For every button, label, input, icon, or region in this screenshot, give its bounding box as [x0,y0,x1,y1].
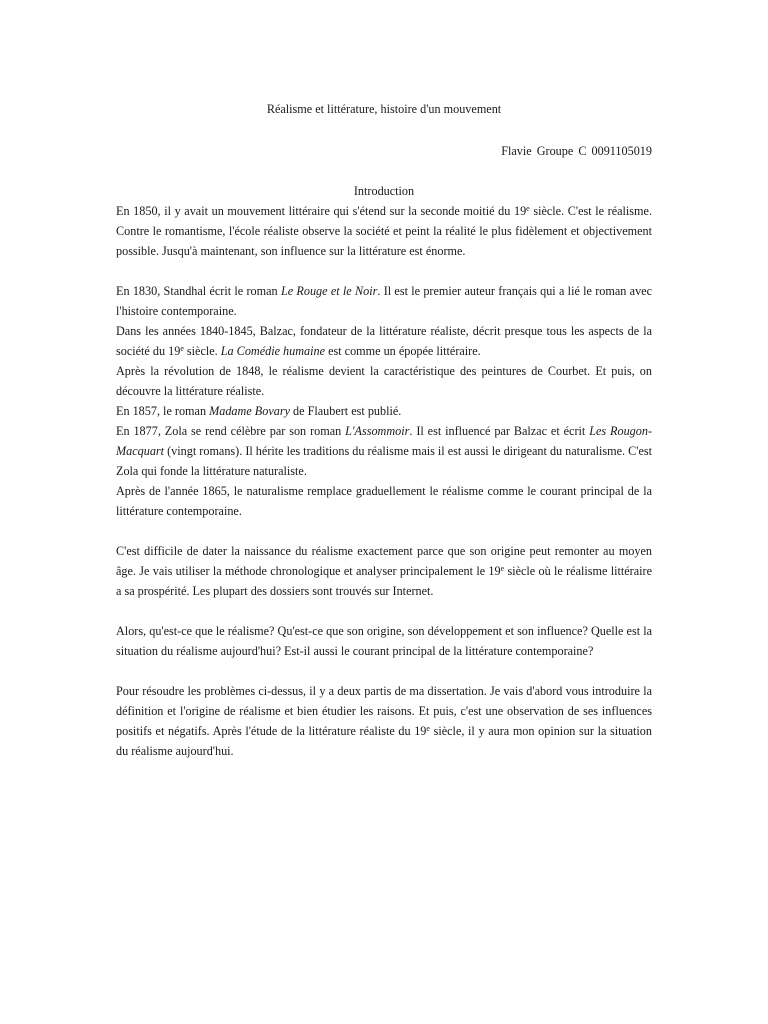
superscript: e [426,724,430,733]
italic-title: L'Assommoir [345,424,410,438]
paragraph [116,401,652,421]
text-run: (vingt romans). Il hérite les traditions du réalisme mais il est aussi le dirigeant du naturalisme. C'est Zola qui fonde la littérature naturaliste. [116,444,652,478]
text-run: En 1830, Standhal écrit le roman [116,284,281,298]
text-run: Dans les années 1840-1845, Balzac, fondateur de la littérature réaliste, décrit presque tous les aspects de la société du 19 [116,324,652,358]
text-run: est comme un épopée littéraire. [325,344,481,358]
superscript: e [180,344,184,353]
italic-title: Les Rougon-Macquart [116,424,653,458]
paragraph [116,361,652,401]
paragraph-spacer [116,601,652,621]
paragraph [116,621,652,661]
text-run: siècle, il y aura mon opinion sur la situation du réalisme aujourd'hui. [116,724,652,758]
paragraph [116,281,652,321]
paragraph [116,421,652,481]
paragraph [116,201,652,261]
italic-title: Le Rouge et le Noir [280,284,378,298]
text-run: Pour résoudre les problèmes ci-dessus, il y a deux partis de ma dissertation. Je vais d'abord vous introduire la définition et l'origine de réalisme et bien étudier les raisons. Et puis, c'est une observation de ses influences positifs et négatifs. Après l'étude de la littérature réaliste du 19 [116,684,652,738]
text-run: . Il est le premier auteur français qui a lié le roman avec l'histoire contemporaine. [116,284,652,318]
paragraph [116,541,652,601]
paragraph [116,321,652,361]
text-run: Après la révolution de 1848, le réalisme devient la caractéristique des peintures de Courbet. Et puis, on découvre la littérature réaliste. [116,364,652,398]
superscript: e [526,204,530,213]
italic-title: La Comédie humaine [220,344,326,358]
paragraph-spacer [116,521,652,541]
paragraph [116,681,652,761]
text-run: de Flaubert est publié. [289,404,402,418]
text-run: siècle où le réalisme littéraire a sa prospérité. Les plupart des dossiers sont trouvés sur Internet. [116,564,652,598]
text-run: siècle. C'est le réalisme. Contre le romantisme, l'école réaliste observe la société et peint la réalité le plus fidèlement et objectivement possible. Jusqu'à maintenant, son influence sur la littérature est énorme. [116,204,652,258]
italic-title: Madame Bovary [209,404,290,418]
paragraph-spacer [116,261,652,281]
text-run: . Il est influencé par Balzac et écrit [409,424,590,438]
text-run: En 1877, Zola se rend célèbre par son roman [116,424,346,438]
text-run: Après de l'année 1865, le naturalisme remplace graduellement le réalisme comme le courant principal de la littérature contemporaine. [116,484,652,518]
section-heading: Introduction [353,184,415,198]
text-run: siècle. [183,344,221,358]
text-run: En 1857, le roman [116,404,210,418]
author-line: Flavie Groupe C 0091105019 [501,144,652,158]
text-run: En 1850, il y avait un mouvement littéraire qui s'étend sur la seconde moitié du 19 [116,204,527,218]
text-run: C'est difficile de dater la naissance du réalisme exactement parce que son origine peut remonter au moyen âge. Je vais utiliser la méthode chronologique et analyser principalement le 19 [116,544,652,578]
paragraph [116,481,652,521]
document-title: Réalisme et littérature, histoire d'un mouvement [266,102,502,116]
superscript: e [500,564,505,573]
body-text [116,201,652,761]
text-run: Alors, qu'est-ce que le réalisme? Qu'est-ce que son origine, son développement et son influence? Quelle est la situation du réalisme aujourd'hui? Est-il aussi le courant principal de la littérature contemporaine? [116,624,652,658]
paragraph-spacer [116,661,652,681]
